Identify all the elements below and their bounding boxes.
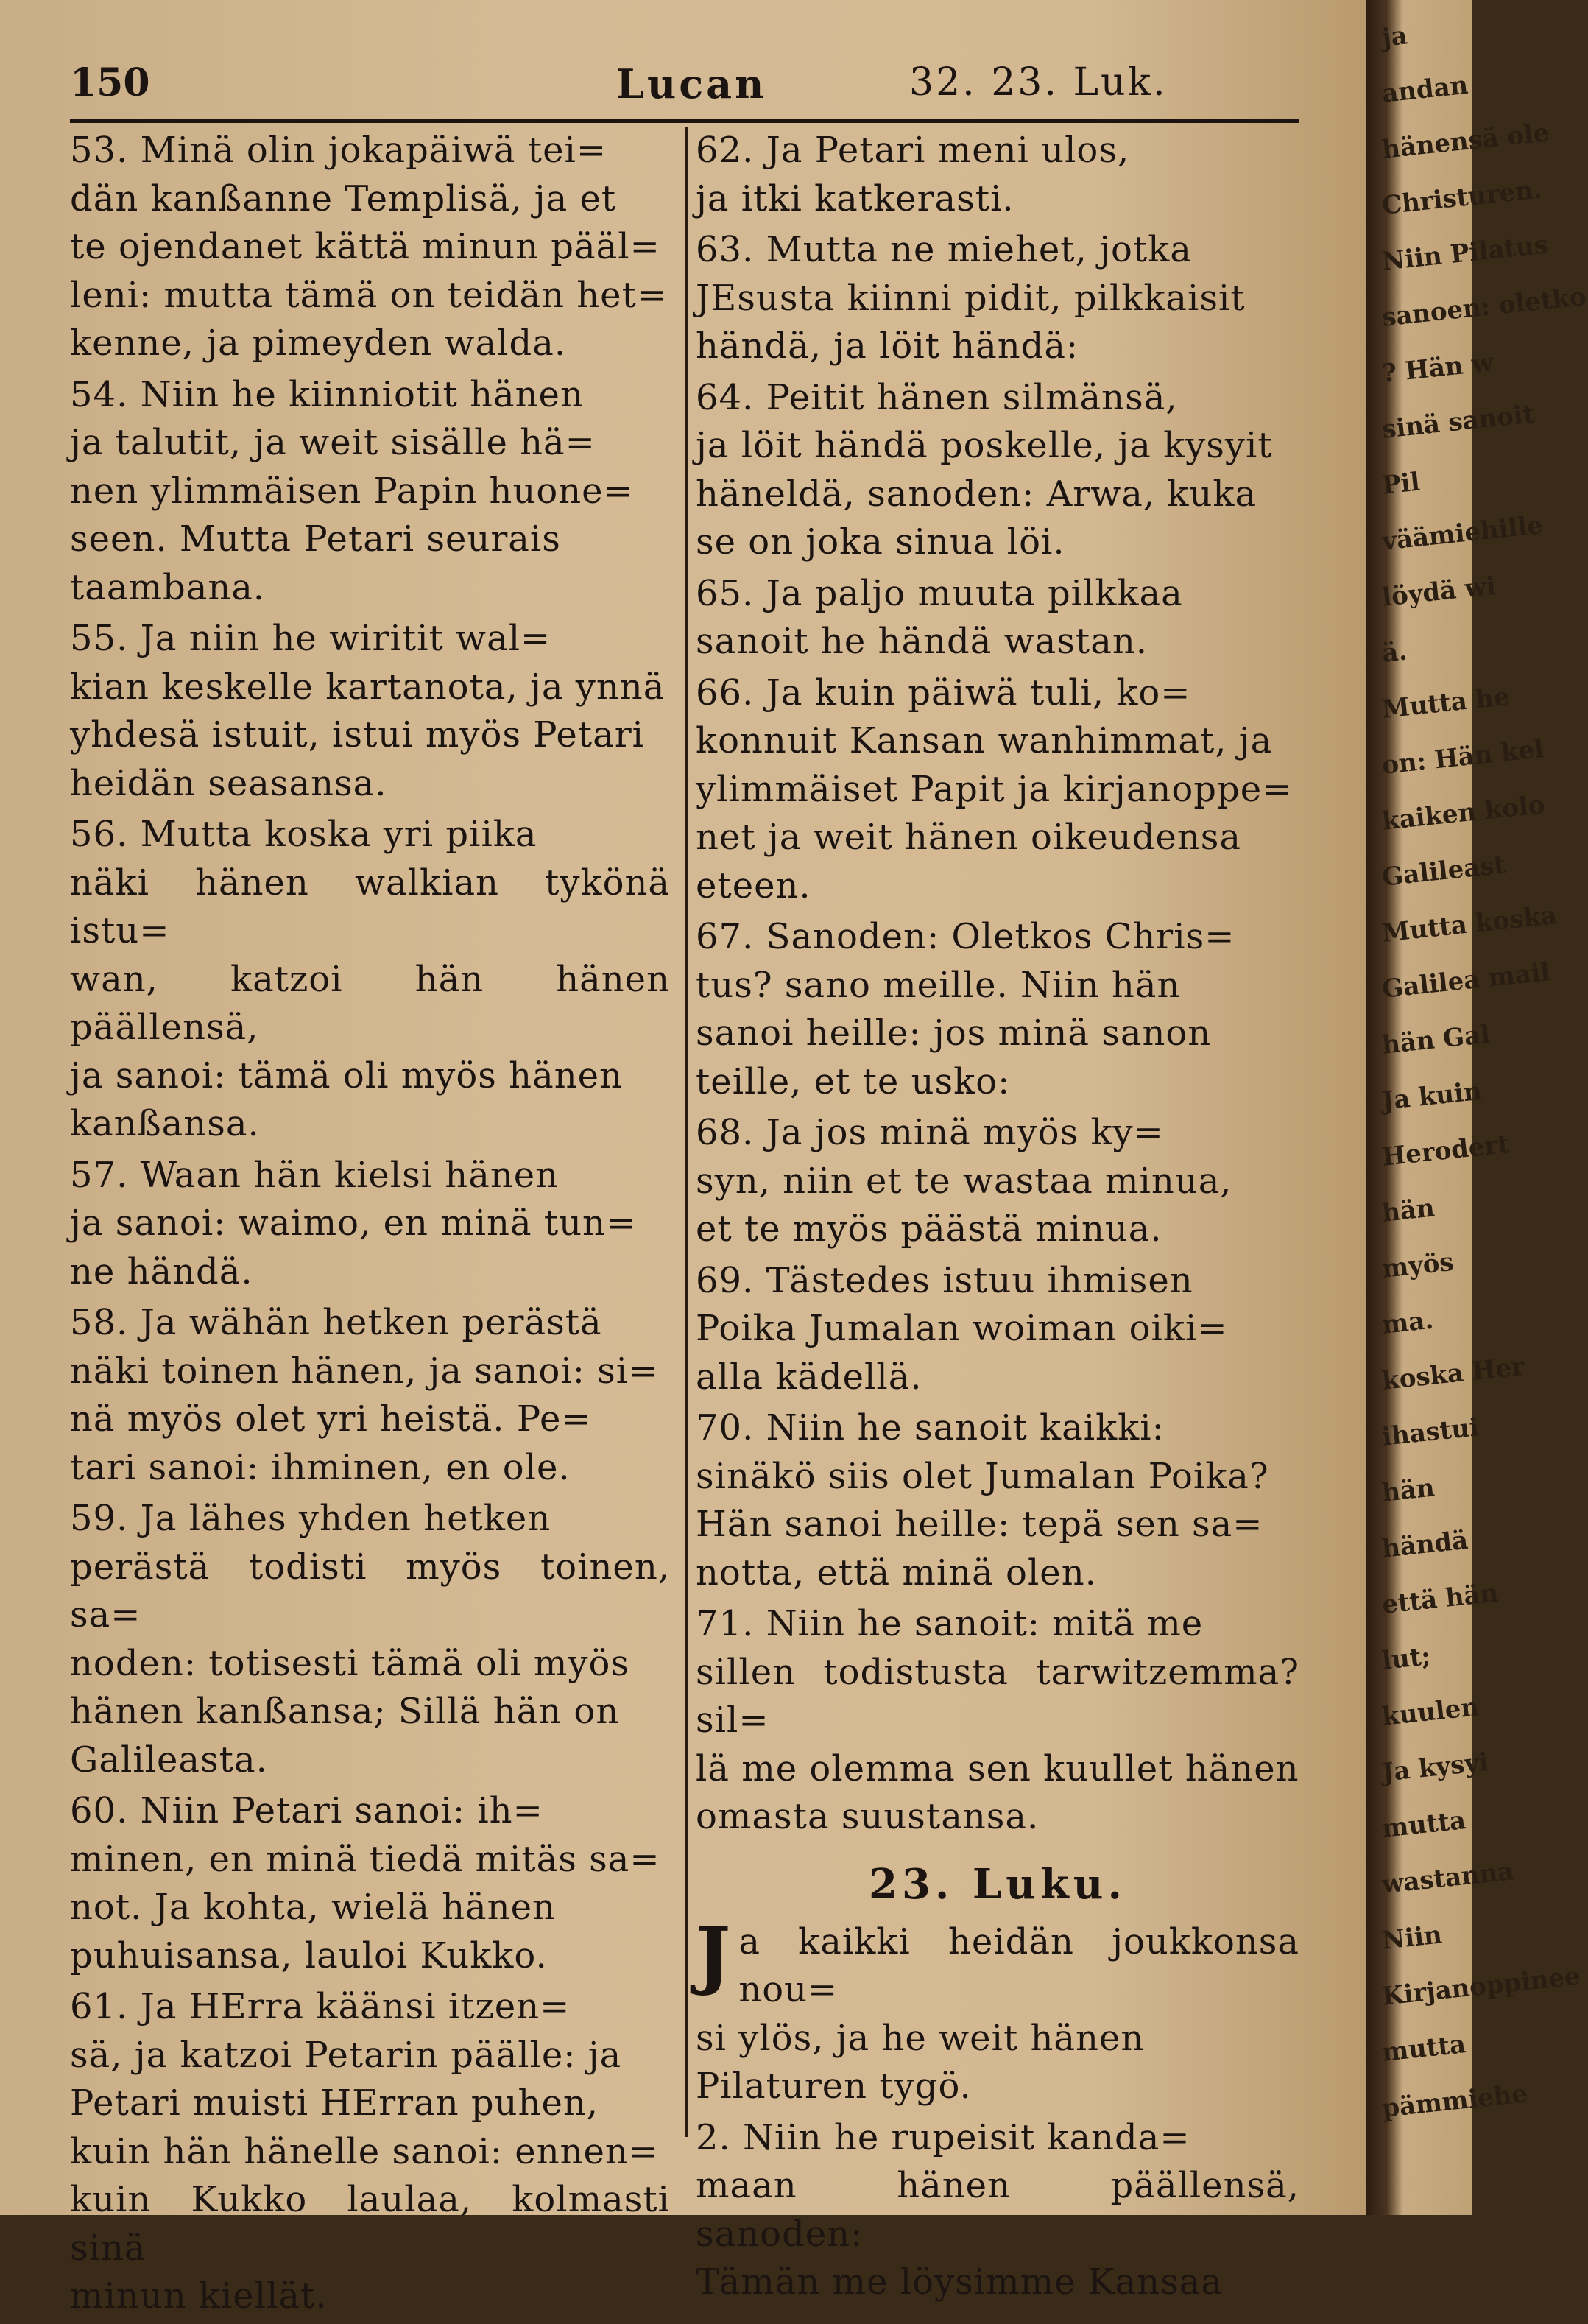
verse-line: ja löit händä poskelle, ja kysyit — [696, 425, 1273, 466]
verse-line: 54. Niin he kiinniotit hänen — [70, 373, 584, 415]
verse-line: taambana. — [70, 566, 266, 608]
verse-line: omasta suustansa. — [696, 1796, 1040, 1837]
verse-line: kanßansa. — [70, 1103, 260, 1144]
verse-line: Petari muisti HErran puhen, — [70, 2082, 599, 2124]
facing-page-edge — [1366, 0, 1588, 2215]
verse-line: händä, ja löit händä: — [696, 325, 1079, 367]
verse-line: perästä todisti myös toinen, sa= — [70, 1546, 670, 1635]
verse-line: minen, en minä tiedä mitäs sa= — [70, 1838, 660, 1880]
facing-page-fragment: mutta — [1380, 1806, 1467, 1844]
verse-line: kenne, ja pimeyden walda. — [70, 323, 567, 364]
verse-line: wan, katzoi hän hänen päällensä, — [70, 958, 670, 1048]
right-verse — [696, 1600, 1299, 1842]
verse-line: syn, niin et te wastaa minua, — [696, 1160, 1232, 1202]
verse-line: sinäkö siis olet Jumalan Poika? — [696, 1455, 1269, 1497]
right-verse — [696, 374, 1299, 567]
facing-page-fragment: Galileast — [1380, 850, 1507, 892]
verse-line: noden: totisesti tämä oli myös — [70, 1642, 630, 1684]
verse-line: hänen kanßansa; Sillä hän on — [70, 1691, 620, 1732]
page-number: 150 — [70, 60, 150, 105]
drop-cap: J — [696, 1910, 732, 1998]
left-verse — [70, 1983, 670, 2321]
verse-line: 56. Mutta koska yri piika — [70, 814, 537, 855]
right-verse — [696, 570, 1299, 666]
right-verse — [696, 669, 1299, 911]
right-verse — [696, 226, 1299, 371]
verse-line: sä, ja katzoi Petarin päälle: ja — [70, 2034, 622, 2076]
verse-line: 60. Niin Petari sanoi: ih= — [70, 1790, 543, 1831]
chapter-verse-2 — [696, 2114, 1299, 2307]
left-column — [70, 127, 670, 2324]
verse-line: 63. Mutta ne miehet, jotka — [696, 229, 1192, 270]
running-header — [70, 60, 1296, 119]
verse-line: tus? sano meille. Niin hän — [696, 964, 1181, 1006]
left-verse — [70, 371, 670, 613]
verse-line: a kaikki heidän joukkonsa nou= — [738, 1920, 1299, 2010]
facing-page-fragment: Galilea mail — [1380, 957, 1552, 1004]
verse-line: Hän sanoi heille: tepä sen sa= — [696, 1504, 1263, 1545]
verse-line: kuin hän hänelle sanoi: ennen= — [70, 2130, 660, 2172]
facing-page-fragment: sinä sanoit — [1380, 399, 1536, 445]
verse-line: maan hänen päällensä, sanoden: — [696, 2165, 1299, 2255]
right-verse — [696, 127, 1299, 223]
verse-line: yhdesä istuit, istui myös Petari — [70, 714, 644, 756]
facing-page-fragment: on: Hän kel — [1380, 733, 1545, 781]
facing-page-fragment: Kirjanoppinee — [1380, 1961, 1582, 2012]
verse-line: 53. Minä olin jokapäiwä tei= — [70, 130, 607, 171]
verse-line: puhuisansa, lauloi Kukko. — [70, 1934, 548, 1976]
facing-page-fragment: kaiken kolo — [1380, 789, 1547, 837]
verse-line: dän kanßanne Templisä, ja et — [70, 177, 617, 219]
facing-page-fragment: ? Hän w — [1380, 348, 1495, 389]
verse-line: 58. Ja wähän hetken perästä — [70, 1302, 602, 1343]
verse-line: te ojendanet kättä minun pääl= — [70, 226, 660, 267]
left-verse — [70, 1152, 670, 1297]
right-verse — [696, 913, 1299, 1106]
facing-page-fragment: että hän — [1380, 1578, 1500, 1620]
facing-page-fragment: Pil — [1380, 467, 1422, 501]
left-verse — [70, 1299, 670, 1492]
right-verse — [696, 1109, 1299, 1254]
verse-line: minun kiellät. — [70, 2275, 328, 2317]
facing-page-fragment: koska Her — [1380, 1351, 1526, 1396]
facing-page-fragment: väämiehille — [1380, 510, 1545, 557]
facing-page-fragment: andan — [1380, 70, 1470, 109]
facing-page-fragment: ä. — [1380, 636, 1409, 669]
left-verse — [70, 615, 670, 808]
verse-line: 62. Ja Petari meni ulos, — [696, 130, 1130, 171]
facing-page-fragment: Mutta koska — [1380, 901, 1559, 948]
verse-line: kuin Kukko laulaa, kolmasti sinä — [70, 2179, 670, 2269]
verse-line: 64. Peitit hänen silmänsä, — [696, 376, 1178, 418]
verse-line: et te myös päästä minua. — [696, 1208, 1162, 1250]
verse-line: nä myös olet yri heistä. Pe= — [70, 1398, 592, 1440]
book-title: Lucan — [616, 60, 767, 108]
header-rule — [70, 119, 1299, 123]
right-verse — [696, 1404, 1299, 1597]
verse-line: seen. Mutta Petari seurais — [70, 518, 561, 560]
chapter-verse-1 — [696, 1910, 1299, 2111]
verse-line: 66. Ja kuin päiwä tuli, ko= — [696, 672, 1191, 714]
left-verse — [70, 127, 670, 368]
right-verse — [696, 1257, 1299, 1402]
facing-page-fragment: ja — [1380, 21, 1409, 53]
verse-line: se on joka sinua löi. — [696, 521, 1065, 563]
facing-page-fragment: hän — [1380, 1193, 1436, 1228]
facing-page-fragment: hän Gal — [1380, 1019, 1492, 1060]
verse-line: eteen. — [696, 865, 811, 906]
facing-page-fragment: Niin — [1380, 1920, 1444, 1956]
verse-line: si ylös, ja he weit hänen — [696, 2017, 1145, 2059]
verse-line: leni: mutta tämä on teidän het= — [70, 274, 668, 316]
verse-line: ja sanoi: tämä oli myös hänen — [70, 1054, 623, 1096]
verse-line: näki toinen hänen, ja sanoi: si= — [70, 1350, 659, 1392]
facing-page-fragment: ma. — [1380, 1305, 1435, 1340]
left-verse — [70, 811, 670, 1149]
facing-page-fragment: händä — [1380, 1525, 1470, 1564]
verse-line: 59. Ja lähes yhden hetken — [70, 1498, 551, 1539]
left-verse — [70, 1495, 670, 1784]
facing-page-fragment: Ja kuin — [1380, 1076, 1483, 1116]
chapter-heading: 23. Luku. — [868, 1859, 1127, 1909]
verse-line: nen ylimmäisen Papin huone= — [70, 470, 634, 512]
verse-line: 61. Ja HErra käänsi itzen= — [70, 1986, 571, 2027]
verse-line: 67. Sanoden: Oletkos Chris= — [696, 916, 1235, 957]
verse-line: sanoi heille: jos minä sanon — [696, 1013, 1212, 1054]
facing-page-fragment: pämmiehe — [1380, 2079, 1529, 2124]
verse-line: Pilaturen tygö. — [696, 2066, 972, 2107]
verse-line: Tämän me löysimme Kansaa — [696, 2261, 1224, 2303]
facing-page-fragment: mutta — [1380, 2029, 1467, 2068]
verse-line: ne händä. — [70, 1250, 253, 1292]
facing-page-fragment: hän — [1380, 1473, 1436, 1508]
verse-line: net ja weit hänen oikeudensa — [696, 817, 1241, 858]
verse-line: notta, että minä olen. — [696, 1552, 1097, 1594]
verse-line: 70. Niin he sanoit kaikki: — [696, 1407, 1165, 1448]
verse-line: häneldä, sanoden: Arwa, kuka — [696, 473, 1257, 515]
verse-line: JEsusta kiinni pidit, pilkkaisit — [696, 277, 1246, 319]
verse-line: not. Ja kohta, wielä hänen — [70, 1887, 556, 1928]
facing-page-fragment: Niin Pilatus — [1380, 230, 1550, 277]
right-column — [696, 127, 1299, 2310]
verse-line: teille, et te usko: — [696, 1060, 1011, 1102]
left-verse — [70, 1787, 670, 1980]
verse-line: näki hänen walkian tykönä istu= — [70, 862, 670, 951]
facing-page-fragment: sanoen: oletko — [1380, 281, 1588, 333]
facing-page-fragment: Ja kysyi — [1380, 1747, 1490, 1788]
verse-line: 65. Ja paljo muuta pilkkaa — [696, 572, 1183, 614]
verse-line: konnuit Kansan wanhimmat, ja — [696, 720, 1273, 761]
verse-line: 2. Niin he rupeisit kanda= — [696, 2116, 1190, 2158]
chapter-reference: 32. 23. Luk. — [909, 60, 1168, 105]
facing-page-fragment: Mutta he — [1380, 681, 1511, 725]
facing-page-fragment: hänensä ole — [1380, 118, 1551, 165]
verse-line: ja sanoi: waimo, en minä tun= — [70, 1203, 637, 1244]
verse-line: ja talutit, ja weit sisälle hä= — [70, 422, 596, 463]
verse-line: alla kädellä. — [696, 1356, 922, 1398]
facing-page-fragment: ihastui — [1380, 1412, 1481, 1452]
verse-line: ylimmäiset Papit ja kirjanoppe= — [696, 768, 1293, 810]
verse-line: Galileasta. — [70, 1739, 268, 1781]
verse-line: lä me olemma sen kuullet hänen — [696, 1747, 1299, 1789]
facing-page-fragment: löydä wi — [1380, 571, 1497, 613]
verse-line: 69. Tästedes istuu ihmisen — [696, 1259, 1193, 1301]
verse-line: 68. Ja jos minä myös ky= — [696, 1112, 1164, 1153]
facing-page-fragment: kuulen — [1380, 1692, 1481, 1732]
verse-line: heidän seasansa. — [70, 762, 387, 804]
verse-line: ja itki katkerasti. — [696, 177, 1014, 219]
verse-line: sillen todistusta tarwitzemma? sil= — [696, 1651, 1299, 1741]
verse-line: 55. Ja niin he wiritit wal= — [70, 618, 551, 659]
column-divider — [685, 127, 688, 2137]
verse-line: tari sanoi: ihminen, en ole. — [70, 1446, 571, 1488]
facing-page-fragment: lut; — [1380, 1641, 1432, 1676]
facing-page-fragment: Christuren. — [1380, 175, 1544, 221]
facing-page-fragment: myös — [1380, 1247, 1455, 1284]
facing-page-fragment: wastanna — [1380, 1856, 1516, 1900]
verse-line: Poika Jumalan woiman oiki= — [696, 1308, 1228, 1349]
verse-line: 71. Niin he sanoit: mitä me — [696, 1603, 1204, 1644]
verse-line: 57. Waan hän kielsi hänen — [70, 1154, 560, 1196]
facing-page-fragment: Herodert — [1380, 1129, 1511, 1172]
verse-line: kian keskelle kartanota, ja ynnä — [70, 666, 666, 708]
verse-line: sanoit he händä wastan. — [696, 621, 1148, 662]
